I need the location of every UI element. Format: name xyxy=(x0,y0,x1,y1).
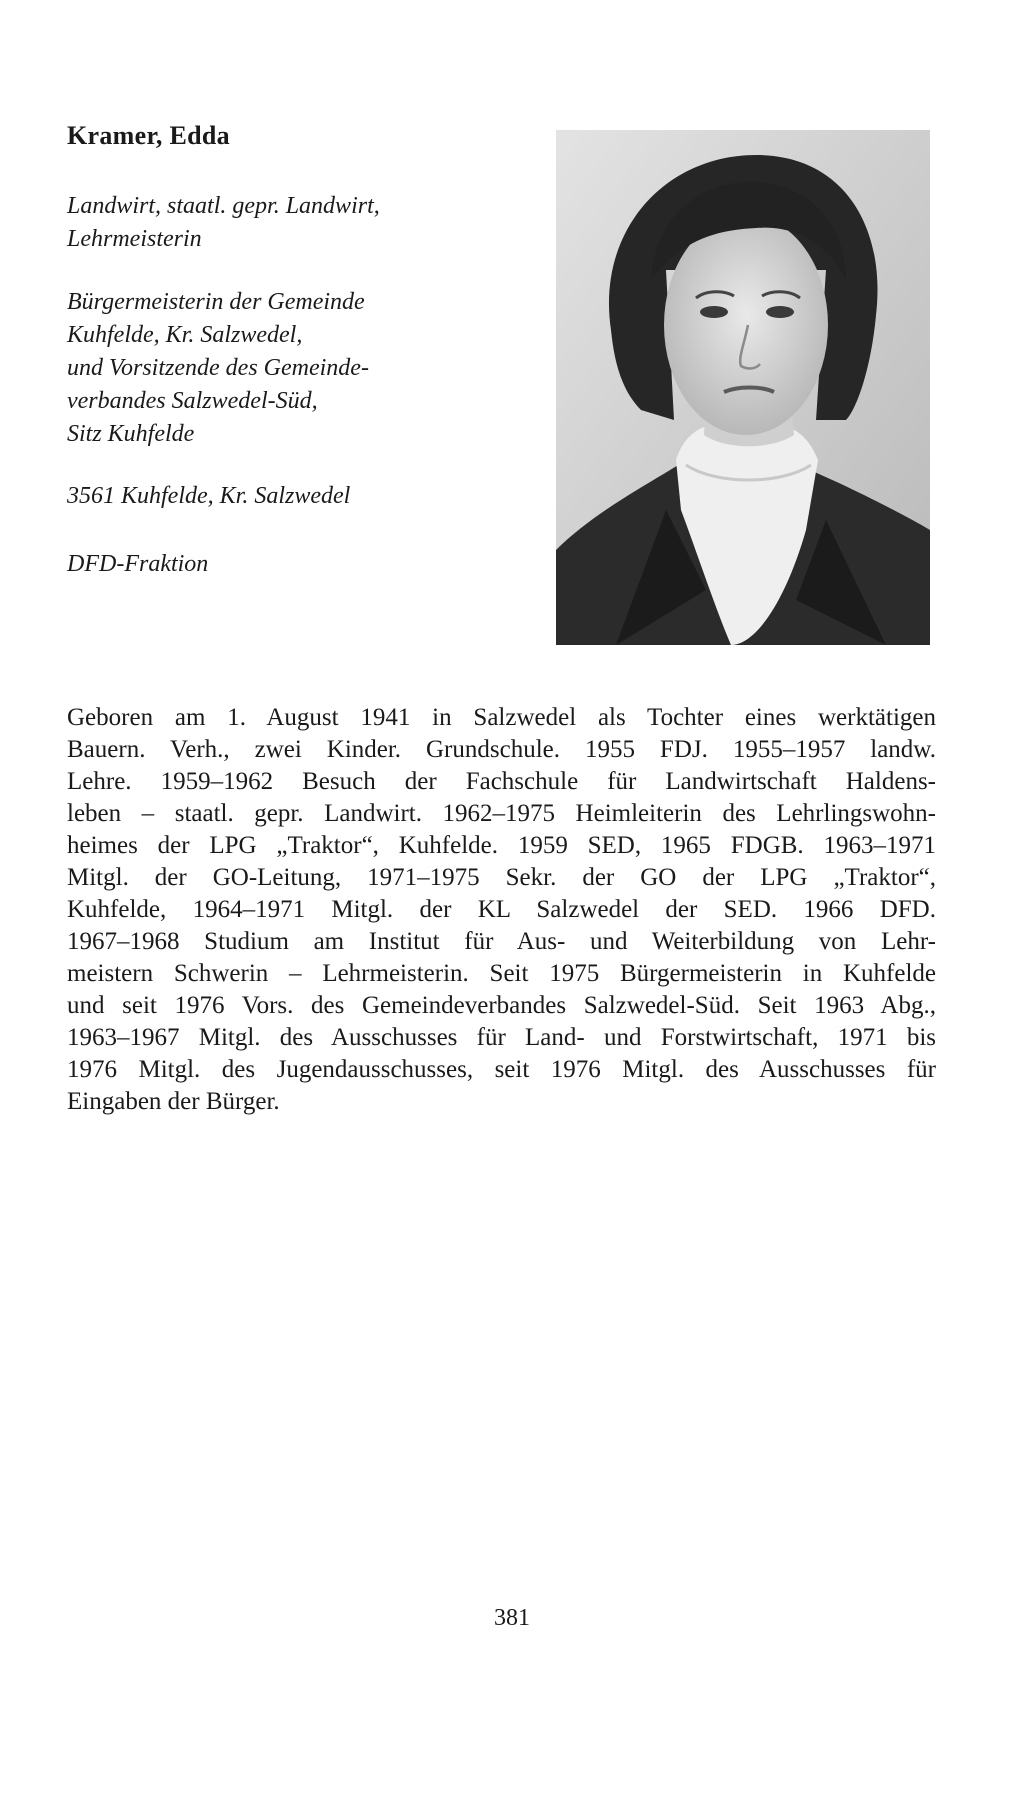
biography-line: leben – staatl. gepr. Landwirt. 1962–1975 Heimleiterin des Lehrlingswohn- xyxy=(67,800,936,827)
occupation-line: Landwirt, staatl. gepr. Landwirt, xyxy=(67,193,380,219)
biography-line: Bauern. Verh., zwei Kinder. Grundschule. 1955 FDJ. 1955–1957 landw. xyxy=(67,736,936,763)
biography-line: 1963–1967 Mitgl. des Ausschusses für Land- und Forstwirtschaft, 1971 bis xyxy=(67,1024,936,1051)
biography-line: 1976 Mitgl. des Jugendausschusses, seit 1976 Mitgl. des Ausschusses für xyxy=(67,1056,936,1083)
faction: DFD-Fraktion xyxy=(67,551,209,577)
biography-line: Eingaben der Bürger. xyxy=(67,1088,280,1115)
occupation-line: Lehrmeisterin xyxy=(67,226,202,252)
address: 3561 Kuhfelde, Kr. Salzwedel xyxy=(67,483,351,509)
biography-line: Lehre. 1959–1962 Besuch der Fachschule für Landwirtschaft Haldens- xyxy=(67,768,936,795)
biography-line: 1967–1968 Studium am Institut für Aus- und Weiterbildung von Lehr- xyxy=(67,928,936,955)
biography-line: Mitgl. der GO-Leitung, 1971–1975 Sekr. der GO der LPG „Traktor“, xyxy=(67,864,936,891)
occupation xyxy=(67,190,380,256)
position-line: und Vorsitzende des Gemeinde- xyxy=(67,355,369,381)
person-name: Kramer, Edda xyxy=(67,121,230,150)
biography xyxy=(67,702,936,1118)
position-line: Kuhfelde, Kr. Salzwedel, xyxy=(67,322,303,348)
position-line: verbandes Salzwedel-Süd, xyxy=(67,388,318,414)
biography-line: meistern Schwerin – Lehrmeisterin. Seit 1975 Bürgermeisterin in Kuhfelde xyxy=(67,960,936,987)
biography-line: Geboren am 1. August 1941 in Salzwedel als Tochter eines werktätigen xyxy=(67,704,936,731)
position-line: Bürgermeisterin der Gemeinde xyxy=(67,289,365,315)
biography-line: Kuhfelde, 1964–1971 Mitgl. der KL Salzwedel der SED. 1966 DFD. xyxy=(67,896,936,923)
portrait-photo xyxy=(556,130,930,645)
biography-line: und seit 1976 Vors. des Gemeindeverbandes Salzwedel-Süd. Seit 1963 Abg., xyxy=(67,992,936,1019)
page-number: 381 xyxy=(494,1605,530,1631)
position-line: Sitz Kuhfelde xyxy=(67,421,195,447)
biography-line: heimes der LPG „Traktor“, Kuhfelde. 1959 SED, 1965 FDGB. 1963–1971 xyxy=(67,832,936,859)
position xyxy=(67,286,369,451)
